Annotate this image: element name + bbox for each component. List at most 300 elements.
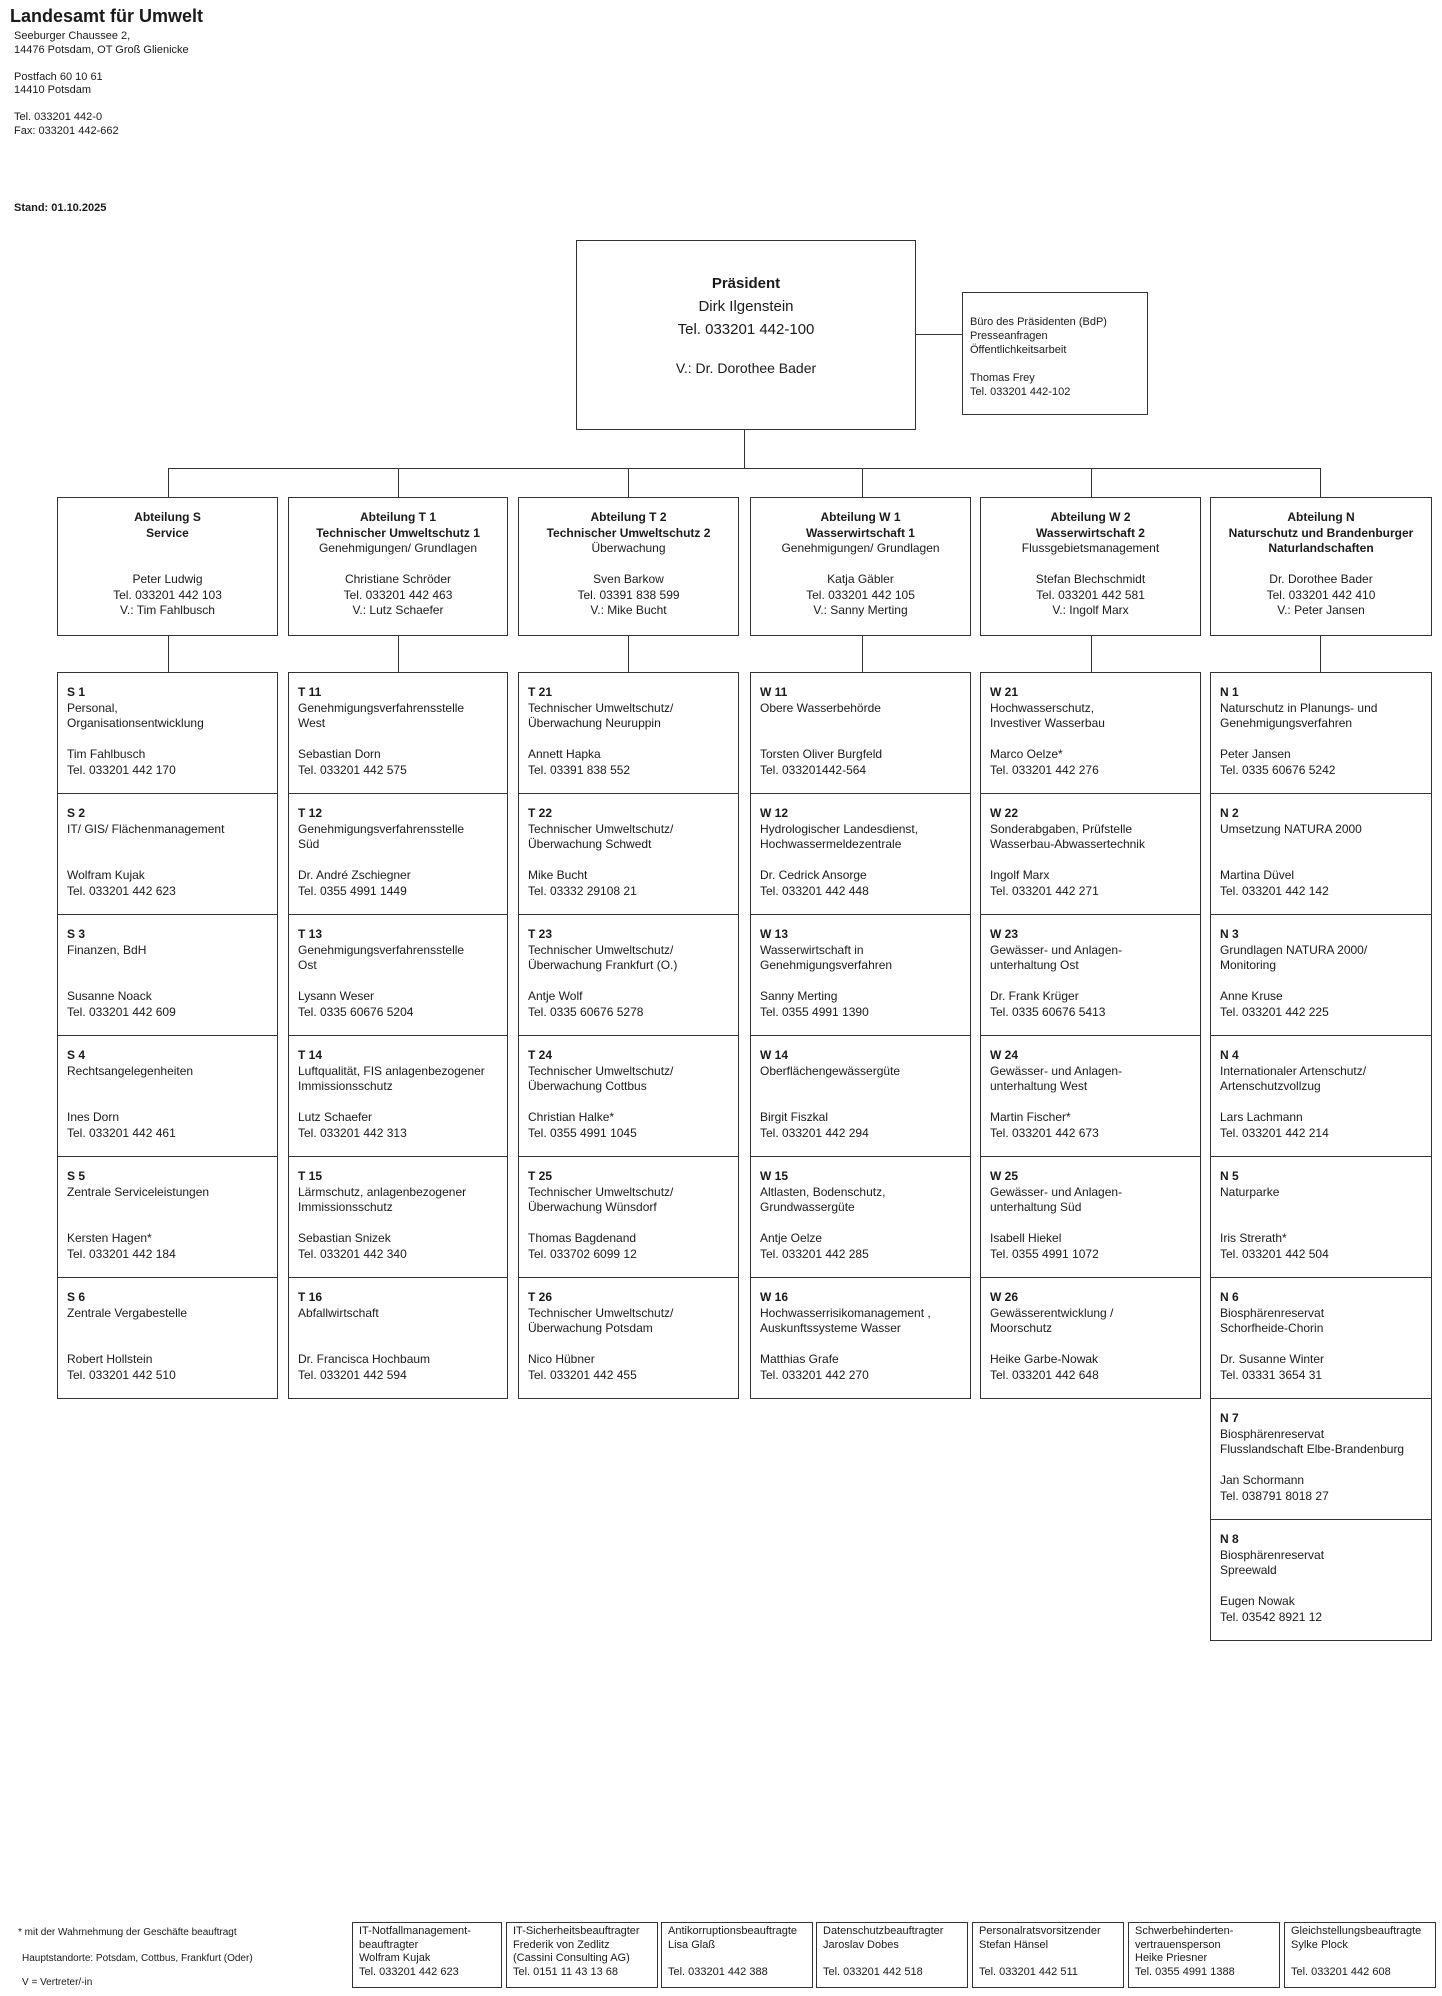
unit-name: Lysann Weser <box>298 989 375 1003</box>
officer-line <box>823 1952 961 1966</box>
unit-tel: Tel. 033201 442 271 <box>990 883 1099 898</box>
unit-name: Martina Düvel <box>1220 868 1295 882</box>
unit-code: S 4 <box>67 1048 86 1062</box>
unit-box <box>980 1035 1201 1157</box>
department-heading: Wasserwirtschaft 2 <box>1036 525 1145 540</box>
unit-name: Nico Hübner <box>528 1352 595 1366</box>
unit-box <box>57 914 278 1036</box>
unit-tel: Tel. 033201 442 623 <box>67 883 176 898</box>
unit-code: W 16 <box>760 1290 789 1304</box>
department-box <box>57 497 278 636</box>
unit-description: Genehmigungsverfahren <box>1220 716 1353 730</box>
unit-code: T 26 <box>528 1290 553 1304</box>
president-office-box <box>962 292 1148 415</box>
officer-line: Tel. 033201 442 608 <box>1291 1965 1391 1978</box>
unit-tel: Tel. 033201 442 142 <box>1220 883 1329 898</box>
unit-description: unterhaltung Süd <box>990 1200 1082 1214</box>
spacer <box>67 732 269 748</box>
president-box <box>576 240 916 430</box>
unit-code: T 13 <box>298 927 323 941</box>
unit-tel: Tel. 033201 442 510 <box>67 1367 176 1382</box>
officer-box <box>816 1922 968 1988</box>
spacer <box>1220 974 1423 990</box>
department-deputy: V.: Sanny Merting <box>813 603 908 617</box>
unit-box <box>518 793 739 915</box>
unit-description: Hochwasserschutz, <box>990 700 1095 715</box>
unit-description: Technischer Umweltschutz/ <box>528 1305 674 1320</box>
officer-line: beauftragter <box>359 1938 419 1951</box>
connector-line <box>862 468 863 497</box>
unit-name: Tim Fahlbusch <box>67 747 146 761</box>
department-tel: Tel. 033201 442 463 <box>343 587 453 602</box>
unit-box <box>57 1156 278 1278</box>
unit-box <box>750 1156 971 1278</box>
connector-line <box>168 468 169 497</box>
spacer <box>760 1216 962 1232</box>
unit-tel: Tel. 033201 442 673 <box>990 1125 1099 1140</box>
department-heading: Naturschutz und Brandenburger <box>1228 525 1414 540</box>
spacer <box>1220 1095 1423 1111</box>
unit-code: W 13 <box>760 927 789 941</box>
unit-box <box>980 1156 1201 1278</box>
unit-description: Wasserbau-Abwassertechnik <box>990 837 1145 851</box>
unit-box <box>518 672 739 794</box>
spacer <box>1220 853 1423 869</box>
spacer <box>528 853 730 869</box>
unit-box <box>980 914 1201 1036</box>
address-line: 14410 Potsdam <box>14 84 92 96</box>
unit-box <box>750 793 971 915</box>
unit-description: Überwachung Cottbus <box>528 1079 647 1093</box>
unit-description: Monitoring <box>1220 958 1277 972</box>
unit-code: W 21 <box>990 685 1019 699</box>
unit-tel: Tel. 033201 442 270 <box>760 1367 869 1382</box>
spacer <box>298 1216 499 1232</box>
unit-box <box>57 1277 278 1399</box>
president-title: Präsident <box>711 275 781 292</box>
unit-description: Immissionsschutz <box>298 1200 393 1214</box>
unit-description <box>67 1321 269 1337</box>
unit-code: S 6 <box>67 1290 86 1304</box>
department-name: Katja Gäbler <box>827 572 894 586</box>
unit-tel: Tel. 033201442-564 <box>760 762 867 777</box>
spacer <box>67 853 269 869</box>
unit-name: Marco Oelze* <box>990 747 1063 761</box>
unit-description: Gewässerentwicklung / <box>990 1305 1114 1320</box>
spacer <box>298 732 499 748</box>
officer-line: (Cassini Consulting AG) <box>513 1952 630 1964</box>
unit-box <box>750 1035 971 1157</box>
unit-name: Isabell Hiekel <box>990 1231 1062 1245</box>
unit-box <box>518 914 739 1036</box>
unit-description: Hochwasserrisikomanagement , <box>760 1305 931 1320</box>
unit-description <box>1220 1200 1423 1216</box>
unit-code: T 11 <box>298 685 322 699</box>
spacer <box>990 732 1192 748</box>
officer-line: Tel. 033201 442 511 <box>979 1965 1078 1978</box>
unit-code: S 2 <box>67 806 86 820</box>
unit-name: Robert Hollstein <box>67 1352 153 1366</box>
unit-tel: Tel. 033201 442 448 <box>760 883 869 898</box>
spacer <box>58 541 277 572</box>
spacer <box>760 853 962 869</box>
unit-code: W 23 <box>990 927 1019 941</box>
unit-tel: Tel. 0335 60676 5204 <box>298 1004 414 1019</box>
unit-description: Ost <box>298 958 317 972</box>
officer-line: Datenschutzbeauftragter <box>823 1925 944 1937</box>
unit-tel: Tel. 033201 442 594 <box>298 1367 407 1382</box>
unit-name: Dr. Cedrick Ansorge <box>760 868 867 882</box>
officer-line: Sylke Plock <box>1291 1938 1348 1951</box>
connector-line <box>1091 636 1092 672</box>
president-tel: Tel. 033201 442-100 <box>677 321 815 338</box>
unit-box <box>1210 793 1432 915</box>
department-heading: Technischer Umweltschutz 2 <box>546 525 711 540</box>
department-deputy: V.: Ingolf Marx <box>1052 603 1129 617</box>
unit-box <box>57 672 278 794</box>
unit-code: N 7 <box>1220 1411 1239 1425</box>
unit-description: Überwachung Potsdam <box>528 1321 653 1335</box>
unit-name: Ingolf Marx <box>990 868 1050 882</box>
unit-description: Abfallwirtschaft <box>298 1305 379 1320</box>
unit-description: Technischer Umweltschutz/ <box>528 821 674 836</box>
department-subtitle: Überwachung <box>591 541 666 555</box>
officer-line: Tel. 033201 442 518 <box>823 1965 923 1978</box>
unit-name: Thomas Bagdenand <box>528 1231 637 1245</box>
unit-tel: Tel. 03331 3654 31 <box>1220 1367 1323 1382</box>
unit-tel: Tel. 033201 442 276 <box>990 762 1099 777</box>
unit-description: Personal, <box>67 700 118 715</box>
department-heading: Technischer Umweltschutz 1 <box>316 525 480 540</box>
department-tel: Tel. 03391 838 599 <box>577 587 680 602</box>
unit-description <box>760 716 962 732</box>
unit-name: Mike Bucht <box>528 868 588 882</box>
unit-tel: Tel. 0355 4991 1449 <box>298 883 407 898</box>
unit-box <box>57 793 278 915</box>
unit-box <box>288 1277 508 1399</box>
officer-line: Frederik von Zedlitz <box>513 1938 610 1951</box>
unit-box <box>1210 1156 1432 1278</box>
unit-description: Technischer Umweltschutz/ <box>528 1063 674 1078</box>
department-name: Sven Barkow <box>593 572 664 586</box>
unit-description: Wasserwirtschaft in <box>760 942 864 957</box>
unit-tel: Tel. 0335 60676 5278 <box>528 1004 644 1019</box>
unit-description: Immissionsschutz <box>298 1079 393 1093</box>
unit-description: Biosphärenreservat <box>1220 1547 1325 1562</box>
unit-code: N 4 <box>1220 1048 1239 1062</box>
spacer <box>990 853 1192 869</box>
department-box <box>980 497 1201 636</box>
officer-box <box>1284 1922 1436 1988</box>
unit-name: Dr. Frank Krüger <box>990 989 1079 1003</box>
unit-code: T 21 <box>528 685 553 699</box>
unit-name: Torsten Oliver Burgfeld <box>760 747 883 761</box>
unit-code: N 2 <box>1220 806 1239 820</box>
unit-description <box>1220 837 1423 853</box>
officer-line: Antikorruptionsbeauftragte <box>668 1925 798 1937</box>
unit-tel: Tel. 033201 442 648 <box>990 1367 1099 1382</box>
officer-line <box>979 1952 1117 1966</box>
unit-tel: Tel. 033201 442 294 <box>760 1125 869 1140</box>
unit-box <box>288 914 508 1036</box>
spacer <box>298 1337 499 1353</box>
officer-line: IT-Notfallmanagement- <box>359 1925 471 1937</box>
spacer <box>528 732 730 748</box>
unit-box <box>288 1156 508 1278</box>
spacer <box>67 1216 269 1232</box>
department-box <box>750 497 971 636</box>
unit-box <box>750 914 971 1036</box>
connector-line <box>744 428 745 469</box>
unit-code: W 24 <box>990 1048 1019 1062</box>
spacer <box>298 974 499 990</box>
unit-name: Annett Hapka <box>528 747 601 761</box>
unit-description <box>67 958 269 974</box>
unit-box <box>980 672 1201 794</box>
unit-box <box>288 793 508 915</box>
department-name: Stefan Blechschmidt <box>1035 572 1146 586</box>
address-line <box>14 57 189 71</box>
unit-name: Wolfram Kujak <box>67 868 145 882</box>
spacer <box>990 1095 1192 1111</box>
spacer <box>67 1337 269 1353</box>
unit-name: Lutz Schaefer <box>298 1110 373 1124</box>
unit-description: Technischer Umweltschutz/ <box>528 700 674 715</box>
unit-box <box>1210 1035 1432 1157</box>
department-heading: Wasserwirtschaft 1 <box>806 525 915 540</box>
unit-tel: Tel. 033201 442 340 <box>298 1246 407 1261</box>
address-block <box>14 30 189 138</box>
unit-box <box>1210 914 1432 1036</box>
unit-name: Anne Kruse <box>1220 989 1283 1003</box>
unit-name: Kersten Hagen* <box>67 1231 152 1245</box>
unit-description: Lärmschutz, anlagenbezogener <box>298 1184 467 1199</box>
connector-line <box>168 468 1321 469</box>
connector-line <box>168 636 169 672</box>
unit-code: T 15 <box>298 1169 323 1183</box>
connector-line <box>1320 468 1321 497</box>
unit-tel: Tel. 033201 442 461 <box>67 1125 176 1140</box>
footnote-acting: * mit der Wahrnehmung der Geschäfte beauftragt <box>18 1927 237 1938</box>
address-line: Postfach 60 10 61 <box>14 70 103 83</box>
unit-description: Genehmigungsverfahrensstelle <box>298 942 465 957</box>
unit-tel: Tel. 033201 442 455 <box>528 1367 637 1382</box>
department-deputy: V.: Tim Fahlbusch <box>120 603 215 617</box>
unit-name: Sebastian Dorn <box>298 747 381 761</box>
unit-box <box>518 1035 739 1157</box>
officer-line: Tel. 0355 4991 1388 <box>1135 1965 1235 1978</box>
department-heading: Abteilung W 1 <box>820 510 901 524</box>
unit-name: Lars Lachmann <box>1220 1110 1303 1124</box>
address-line: 14476 Potsdam, OT Groß Glienicke <box>14 43 189 56</box>
unit-description: Biosphärenreservat <box>1220 1426 1325 1441</box>
unit-description: Naturparke <box>1220 1184 1280 1199</box>
unit-code: W 14 <box>760 1048 789 1062</box>
unit-tel: Tel. 033702 6099 12 <box>528 1246 637 1261</box>
unit-description: Luftqualität, FIS anlagenbezogener <box>298 1063 485 1078</box>
officer-line: IT-Sicherheitsbeauftragter <box>513 1925 640 1937</box>
spacer <box>990 974 1192 990</box>
unit-code: W 15 <box>760 1169 789 1183</box>
unit-box <box>980 1277 1201 1399</box>
unit-tel: Tel. 038791 8018 27 <box>1220 1488 1329 1503</box>
department-heading: Abteilung S <box>134 510 201 524</box>
unit-tel: Tel. 033201 442 214 <box>1220 1125 1329 1140</box>
department-name: Dr. Dorothee Bader <box>1269 572 1373 586</box>
unit-tel: Tel. 033201 442 170 <box>67 762 176 777</box>
unit-description: Hochwassermeldezentrale <box>760 837 902 851</box>
unit-box <box>750 1277 971 1399</box>
unit-code: W 11 <box>760 685 788 699</box>
spacer <box>990 1216 1192 1232</box>
spacer <box>981 557 1200 573</box>
spacer <box>528 974 730 990</box>
spacer <box>760 1337 962 1353</box>
officer-line: Stefan Hänsel <box>979 1938 1049 1951</box>
spacer <box>1220 1458 1423 1474</box>
spacer <box>298 853 499 869</box>
department-heading: Abteilung T 2 <box>590 510 667 524</box>
unit-tel: Tel. 033201 442 225 <box>1220 1004 1329 1019</box>
unit-description: Hydrologischer Landesdienst, <box>760 821 919 836</box>
spacer <box>67 974 269 990</box>
unit-code: T 25 <box>528 1169 553 1183</box>
unit-name: Antje Oelze <box>760 1231 823 1245</box>
unit-tel: Tel. 033201 442 609 <box>67 1004 176 1019</box>
department-name: Peter Ludwig <box>132 572 203 586</box>
spacer <box>528 1095 730 1111</box>
unit-code: T 24 <box>528 1048 553 1062</box>
spacer <box>67 1095 269 1111</box>
unit-code: N 5 <box>1220 1169 1239 1183</box>
unit-description: IT/ GIS/ Flächenmanagement <box>67 821 225 836</box>
connector-line <box>628 468 629 497</box>
unit-name: Antje Wolf <box>528 989 583 1003</box>
unit-description: Grundwassergüte <box>760 1200 855 1214</box>
department-tel: Tel. 033201 442 581 <box>1036 587 1145 602</box>
unit-description: Finanzen, BdH <box>67 942 147 957</box>
unit-name: Christian Halke* <box>528 1110 615 1124</box>
officer-box <box>352 1922 502 1988</box>
unit-description <box>67 837 269 853</box>
spacer <box>751 557 970 573</box>
officer-box <box>506 1922 658 1988</box>
unit-description: Auskunftssysteme Wasser <box>760 1321 901 1335</box>
department-heading: Naturlandschaften <box>1268 541 1374 555</box>
unit-tel: Tel. 033201 442 575 <box>298 762 407 777</box>
unit-name: Dr. Francisca Hochbaum <box>298 1352 431 1366</box>
department-name: Christiane Schröder <box>344 572 452 586</box>
footnote-locations: Hauptstandorte: Potsdam, Cottbus, Frankfurt (Oder) <box>22 1953 253 1964</box>
officer-line: Schwerbehinderten- <box>1135 1925 1234 1937</box>
unit-description: Artenschutzvollzug <box>1220 1079 1321 1093</box>
unit-code: N 1 <box>1220 685 1239 699</box>
officer-line: Personalratsvorsitzender <box>979 1925 1101 1937</box>
unit-description: Überwachung Neuruppin <box>528 716 661 730</box>
office-line: Tel. 033201 442-102 <box>970 386 1071 398</box>
connector-line <box>862 636 863 672</box>
unit-tel: Tel. 03391 838 552 <box>528 762 631 777</box>
unit-description <box>298 1321 499 1337</box>
officer-line <box>1291 1952 1429 1966</box>
unit-box <box>1210 1398 1432 1520</box>
department-heading: Abteilung T 1 <box>360 510 436 524</box>
office-line: Thomas Frey <box>970 372 1035 384</box>
spacer <box>1220 732 1423 748</box>
stand-date: Stand: 01.10.2025 <box>14 202 107 214</box>
unit-tel: Tel. 03542 8921 12 <box>1220 1609 1323 1624</box>
spacer <box>528 1337 730 1353</box>
officer-line <box>668 1952 806 1966</box>
unit-description: Moorschutz <box>990 1321 1053 1335</box>
officer-line: Tel. 033201 442 388 <box>668 1965 768 1978</box>
unit-tel: Tel. 033201 442 504 <box>1220 1246 1329 1261</box>
spacer <box>289 557 507 573</box>
spacer <box>760 1095 962 1111</box>
unit-code: W 25 <box>990 1169 1019 1183</box>
unit-description <box>67 1200 269 1216</box>
unit-description <box>67 1079 269 1095</box>
department-subtitle: Flussgebietsmanagement <box>1021 541 1160 555</box>
unit-tel: Tel. 033201 442 184 <box>67 1246 176 1261</box>
officer-line: vertrauensperson <box>1135 1938 1221 1951</box>
connector-line <box>398 636 399 672</box>
office-line: Büro des Präsidenten (BdP) <box>970 316 1107 328</box>
officer-line: Heike Priesner <box>1135 1952 1208 1964</box>
officer-line: Tel. 033201 442 623 <box>359 1965 459 1978</box>
department-deputy: V.: Peter Jansen <box>1277 603 1365 617</box>
unit-description: Rechtsangelegenheiten <box>67 1063 194 1078</box>
connector-line <box>1091 468 1092 497</box>
unit-code: S 5 <box>67 1169 86 1183</box>
unit-box <box>518 1156 739 1278</box>
unit-name: Sanny Merting <box>760 989 838 1003</box>
president-name: Dirk Ilgenstein <box>698 298 794 315</box>
unit-code: T 22 <box>528 806 553 820</box>
unit-description: Zentrale Vergabestelle <box>67 1305 188 1320</box>
unit-description: unterhaltung Ost <box>990 958 1079 972</box>
spacer <box>1220 1216 1423 1232</box>
unit-description: Flusslandschaft Elbe-Brandenburg <box>1220 1442 1405 1456</box>
officer-box <box>1128 1922 1280 1988</box>
unit-description: Technischer Umweltschutz/ <box>528 942 674 957</box>
spacer <box>528 1216 730 1232</box>
department-tel: Tel. 033201 442 105 <box>806 587 915 602</box>
unit-description: Organisationsentwicklung <box>67 716 204 730</box>
organization-title: Landesamt für Umwelt <box>10 6 204 26</box>
unit-box <box>518 1277 739 1399</box>
unit-description: Grundlagen NATURA 2000/ <box>1220 942 1368 957</box>
unit-description: Obere Wasserbehörde <box>760 700 881 715</box>
address-line: Tel. 033201 442-0 <box>14 111 103 123</box>
department-box <box>518 497 739 636</box>
department-subtitle: Genehmigungen/ Grundlagen <box>318 541 478 555</box>
unit-code: N 3 <box>1220 927 1239 941</box>
unit-box <box>57 1035 278 1157</box>
unit-tel: Tel. 0355 4991 1390 <box>760 1004 869 1019</box>
address-line: Fax: 033201 442-662 <box>14 124 119 137</box>
department-heading: Abteilung W 2 <box>1050 510 1131 524</box>
officer-line: Wolfram Kujak <box>359 1952 431 1964</box>
unit-description: Technischer Umweltschutz/ <box>528 1184 674 1199</box>
officer-box <box>972 1922 1124 1988</box>
unit-tel: Tel. 033201 442 313 <box>298 1125 407 1140</box>
unit-name: Heike Garbe-Nowak <box>990 1352 1099 1366</box>
officer-box <box>661 1922 813 1988</box>
president-deputy: V.: Dr. Dorothee Bader <box>675 360 817 376</box>
unit-name: Ines Dorn <box>67 1110 120 1124</box>
office-line <box>970 357 1140 371</box>
